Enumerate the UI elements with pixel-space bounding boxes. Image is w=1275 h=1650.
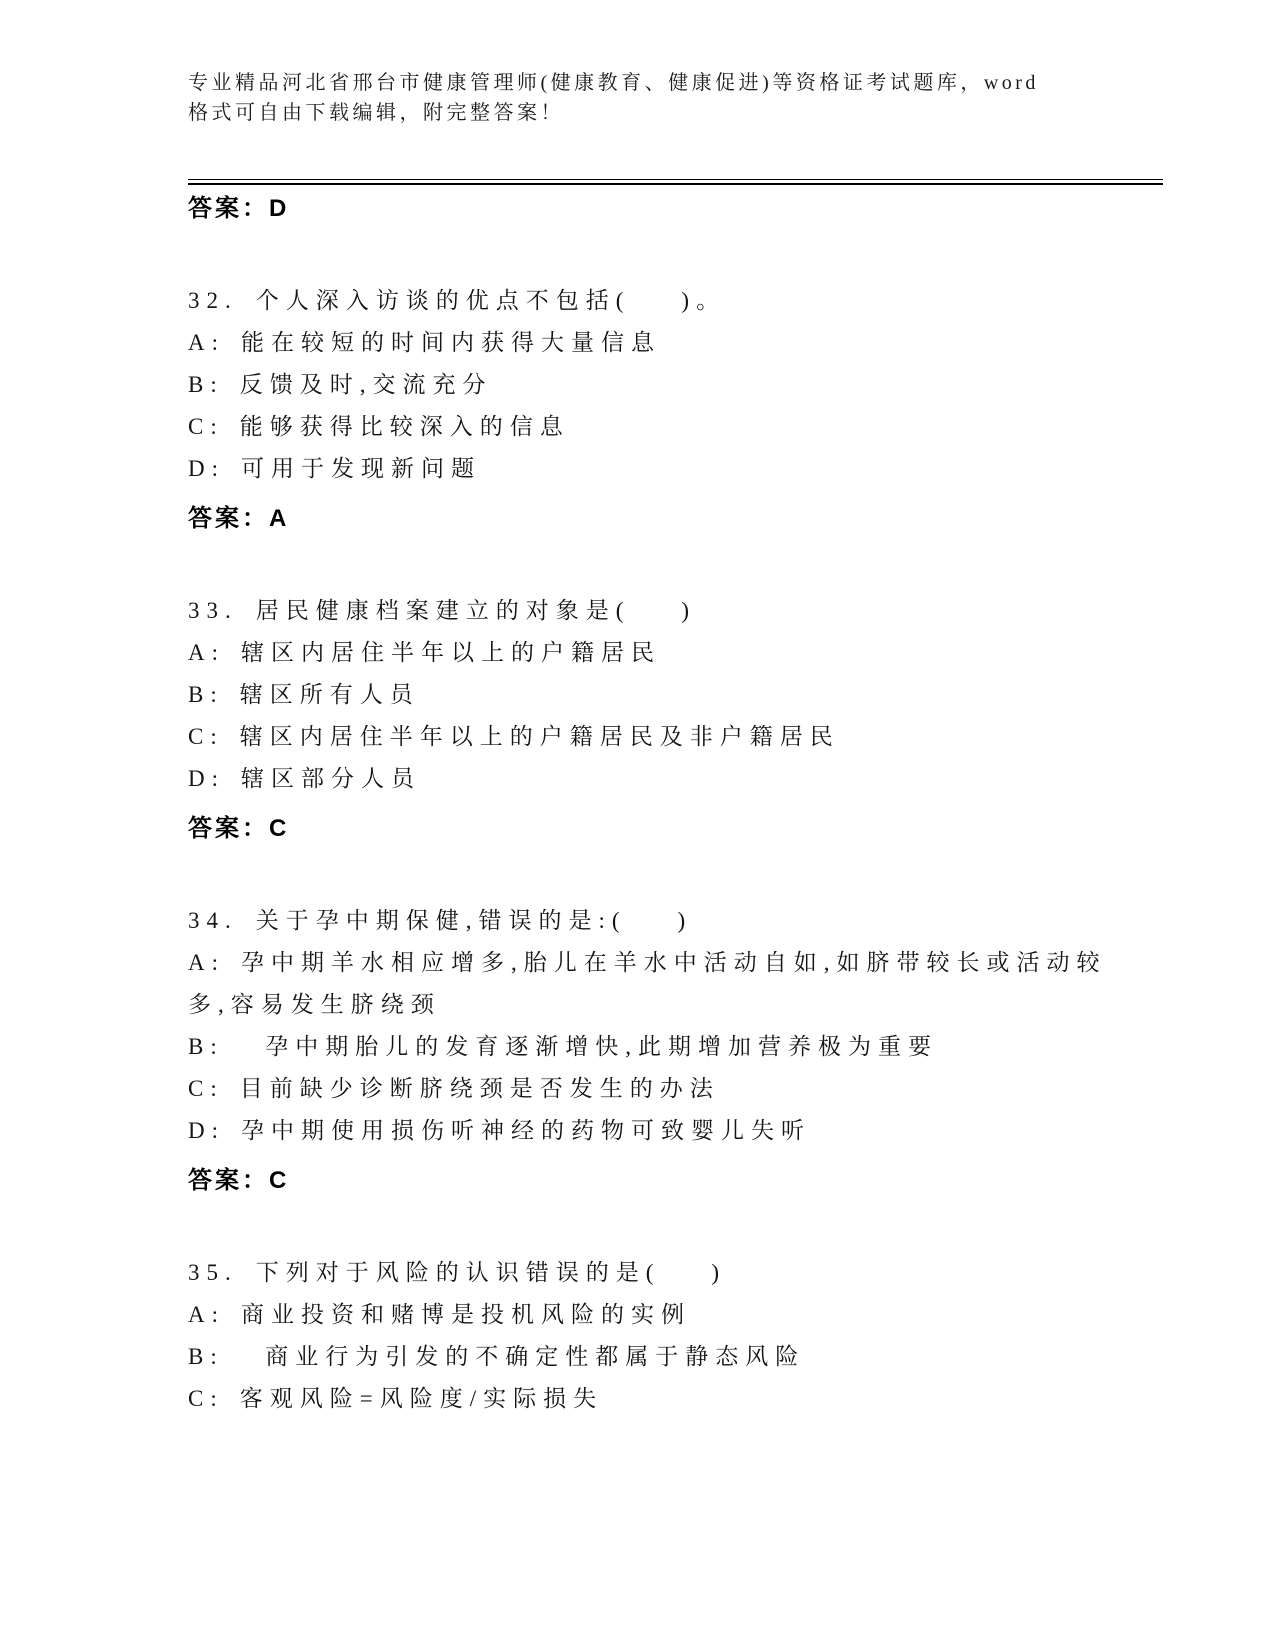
document-content xyxy=(188,188,1135,1420)
option-text: 客观风险=风险度/实际损失 xyxy=(239,1386,604,1411)
option-line xyxy=(188,364,1135,406)
option-text: 孕中期羊水相应增多,胎儿在羊水中活动自如,如脐带较长或活动较多,容易发生脐绕颈 xyxy=(188,950,1107,1017)
option-line xyxy=(188,632,1135,674)
option-text: 可用于发现新问题 xyxy=(241,456,481,481)
option-label: A: xyxy=(188,640,225,665)
option-label: D: xyxy=(188,456,225,481)
option-label: C: xyxy=(188,1076,224,1101)
answer-line xyxy=(188,498,1135,540)
question-text: 下列对于风险的认识错误的是( ) xyxy=(255,1260,727,1285)
answer-value: C xyxy=(269,815,290,842)
option-line xyxy=(188,406,1135,448)
question-text-line xyxy=(188,900,1135,942)
option-line xyxy=(188,322,1135,364)
option-text: 反馈及时,交流充分 xyxy=(239,372,493,397)
question-text: 个人深入访谈的优点不包括( )。 xyxy=(255,288,727,313)
option-label: B: xyxy=(188,682,224,707)
header-line-2: 格式可自由下载编辑，附完整答案！ xyxy=(188,102,564,124)
option-label: A: xyxy=(188,330,225,355)
question-text-line xyxy=(188,590,1135,632)
answer-value: C xyxy=(269,1167,290,1194)
question-text-line xyxy=(188,1252,1135,1294)
option-label: D: xyxy=(188,1118,225,1143)
answer-prefix: 答案： xyxy=(188,1167,269,1194)
option-line xyxy=(188,716,1135,758)
option-text: 辖区部分人员 xyxy=(241,766,421,791)
answer-line xyxy=(188,808,1135,850)
option-text: 目前缺少诊断脐绕颈是否发生的办法 xyxy=(239,1076,720,1101)
option-line xyxy=(188,1026,1135,1068)
option-label: B: xyxy=(188,1034,224,1059)
option-label: A: xyxy=(188,1302,225,1327)
question-number: 35. xyxy=(188,1260,238,1285)
option-text: 孕中期胎儿的发育逐渐增快,此期增加营养极为重要 xyxy=(239,1034,938,1059)
option-line xyxy=(188,674,1135,716)
question-block xyxy=(188,590,1135,850)
option-label: C: xyxy=(188,724,224,749)
option-label: C: xyxy=(188,1386,224,1411)
option-label: A: xyxy=(188,950,225,975)
option-line xyxy=(188,1068,1135,1110)
answer-line xyxy=(188,1160,1135,1202)
option-label: D: xyxy=(188,766,225,791)
option-line xyxy=(188,758,1135,800)
answer-line xyxy=(188,188,1135,230)
header-line-1: 专业精品河北省邢台市健康管理师(健康教育、健康促进)等资格证考试题库，word xyxy=(188,72,1039,94)
question-block xyxy=(188,1252,1135,1420)
option-text: 辖区所有人员 xyxy=(239,682,420,707)
option-label: B: xyxy=(188,372,224,397)
page-header xyxy=(188,68,1163,128)
option-line xyxy=(188,1294,1135,1336)
option-text: 能够获得比较深入的信息 xyxy=(239,414,570,439)
option-line xyxy=(188,942,1135,1026)
option-line xyxy=(188,1110,1135,1152)
option-line xyxy=(188,1336,1135,1378)
answer-prefix: 答案： xyxy=(188,505,269,532)
option-text: 能在较短的时间内获得大量信息 xyxy=(241,330,661,355)
question-text-line xyxy=(188,280,1135,322)
option-text: 辖区内居住半年以上的户籍居民及非户籍居民 xyxy=(239,724,840,749)
questions-container xyxy=(188,280,1135,1420)
question-block xyxy=(188,280,1135,540)
option-text: 商业投资和赌博是投机风险的实例 xyxy=(241,1302,691,1327)
question-number: 34. xyxy=(188,908,238,933)
option-label: C: xyxy=(188,414,224,439)
question-number: 32. xyxy=(188,288,238,313)
option-text: 商业行为引发的不确定性都属于静态风险 xyxy=(239,1344,806,1369)
answer-value: D xyxy=(269,195,290,222)
answer-value: A xyxy=(269,505,290,532)
option-text: 孕中期使用损伤听神经的药物可致婴儿失听 xyxy=(241,1118,811,1143)
question-text: 居民健康档案建立的对象是( ) xyxy=(255,598,697,623)
option-line xyxy=(188,1378,1135,1420)
question-block xyxy=(188,900,1135,1202)
question-number: 33. xyxy=(188,598,238,623)
answer-prefix: 答案： xyxy=(188,815,269,842)
option-text: 辖区内居住半年以上的户籍居民 xyxy=(241,640,661,665)
answer-prefix: 答案： xyxy=(188,195,269,222)
header-divider xyxy=(188,179,1163,185)
option-label: B: xyxy=(188,1344,224,1369)
option-line xyxy=(188,448,1135,490)
question-text: 关于孕中期保健,错误的是:( ) xyxy=(255,908,693,933)
